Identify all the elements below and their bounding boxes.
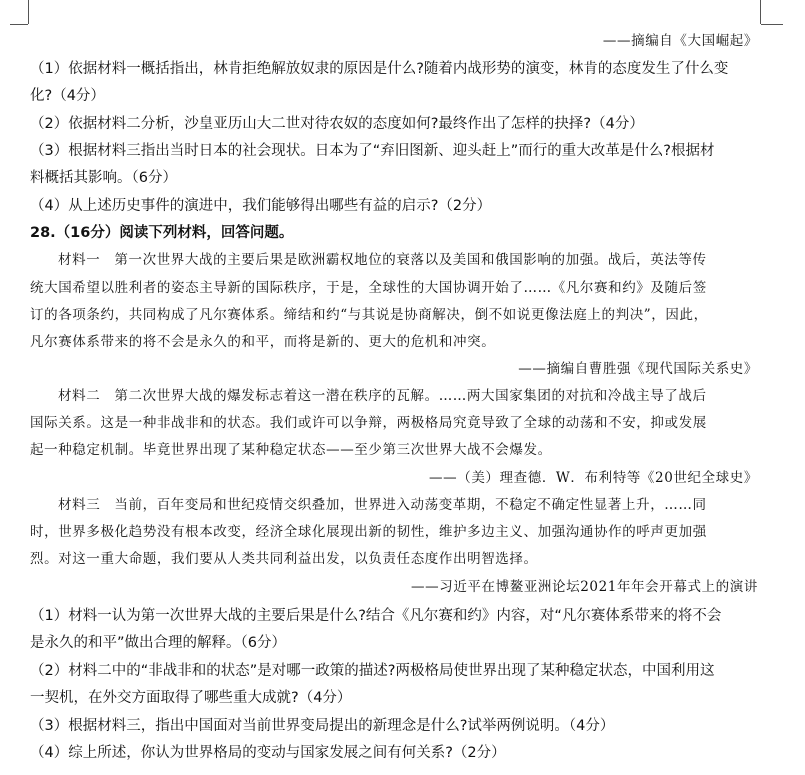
question-text: （2）依据材料二分析，沙皇亚历山大二世对待农奴的态度如何?最终作出了怎样的抉择?（4分）	[30, 116, 644, 132]
material-text: 材料一 第一次世界大战的主要后果是欧洲霸权地位的衰落以及美国和俄国影响的加强。战后，英法等传	[58, 252, 707, 268]
crop-mark	[761, 24, 783, 25]
source-citation: ——摘编自曹胜强《现代国际关系史》	[518, 361, 758, 377]
question-text: 是永久的和平”做出合理的解释。（6分）	[30, 635, 286, 651]
question-text: （4）从上述历史事件的演进中，我们能够得出哪些有益的启示?（2分）	[30, 198, 492, 214]
question-text: 料概括其影响。（6分）	[30, 170, 177, 186]
source-citation: ——（美）理查德．W．布利特等《20世纪全球史》	[429, 470, 758, 486]
material-text: 起一种稳定机制。毕竟世界出现了某种稳定状态——至少第三次世界大战不会爆发。	[30, 442, 552, 458]
material-text: 时，世界多极化趋势没有根本改变，经济全球化展现出新的韧性，维护多边主义、加强沟通协作的呼声更加强	[30, 524, 707, 540]
question-text: （3）根据材料三指出当时日本的社会现状。日本为了“弃旧图新、迎头赶上”而行的重大改革是什么?根据材	[30, 143, 715, 159]
question-text: （1）材料一认为第一次世界大战的主要后果是什么?结合《凡尔赛和约》内容，对“凡尔赛体系带来的将不会	[30, 608, 722, 624]
crop-mark	[760, 0, 761, 24]
material-text: 凡尔赛体系带来的将不会是永久的和平，而将是新的、更大的危机和冲突。	[30, 334, 496, 350]
question-text: （1）依据材料一概括指出，林肯拒绝解放奴隶的原因是什么?随着内战形势的演变，林肯的态度发生了什么变	[30, 61, 729, 77]
source-citation: ——摘编自《大国崛起》	[602, 33, 758, 49]
source-citation: ——习近平在博鳌亚洲论坛2021年年会开幕式上的演讲	[411, 579, 758, 595]
question-text: （2）材料二中的“非战非和的状态”是对哪一政策的描述?两极格局使世界出现了某种稳定状态，中国利用这	[30, 663, 715, 679]
question-text: （4）综上所述，你认为世界格局的变动与国家发展之间有何关系?（2分）	[30, 745, 506, 761]
question-heading: 28.（16分）阅读下列材料，回答问题。	[30, 225, 294, 241]
material-text: 材料三 当前，百年变局和世纪疫情交织叠加，世界进入动荡变革期，不稳定不确定性显著上升，……同	[58, 497, 707, 513]
crop-mark	[28, 0, 29, 24]
material-text: 烈。对这一重大命题，我们要从人类共同利益出发，以负责任态度作出明智选择。	[30, 551, 538, 567]
crop-mark	[10, 24, 28, 25]
material-text: 订的各项条约，共同构成了凡尔赛体系。缔结和约“与其说是协商解决，倒不如说更像法庭上的判决”，因此，	[30, 307, 708, 323]
material-text: 国际关系。这是一种非战非和的状态。我们或许可以争辩，两极格局究竟导致了全球的动荡和不安，抑或发展	[30, 415, 707, 431]
material-text: 材料二 第二次世界大战的爆发标志着这一潜在秩序的瓦解。……两大国家集团的对抗和冷战主导了战后	[58, 388, 707, 404]
question-text: （3）根据材料三，指出中国面对当前世界变局提出的新理念是什么?试举两例说明。（4分）	[30, 718, 615, 734]
question-text: 一契机，在外交方面取得了哪些重大成就?（4分）	[30, 690, 352, 706]
material-text: 统大国希望以胜利者的姿态主导新的国际秩序，于是，全球性的大国协调开始了……《凡尔赛和约》及随后签	[30, 280, 707, 296]
question-text: 化?（4分）	[30, 88, 105, 104]
